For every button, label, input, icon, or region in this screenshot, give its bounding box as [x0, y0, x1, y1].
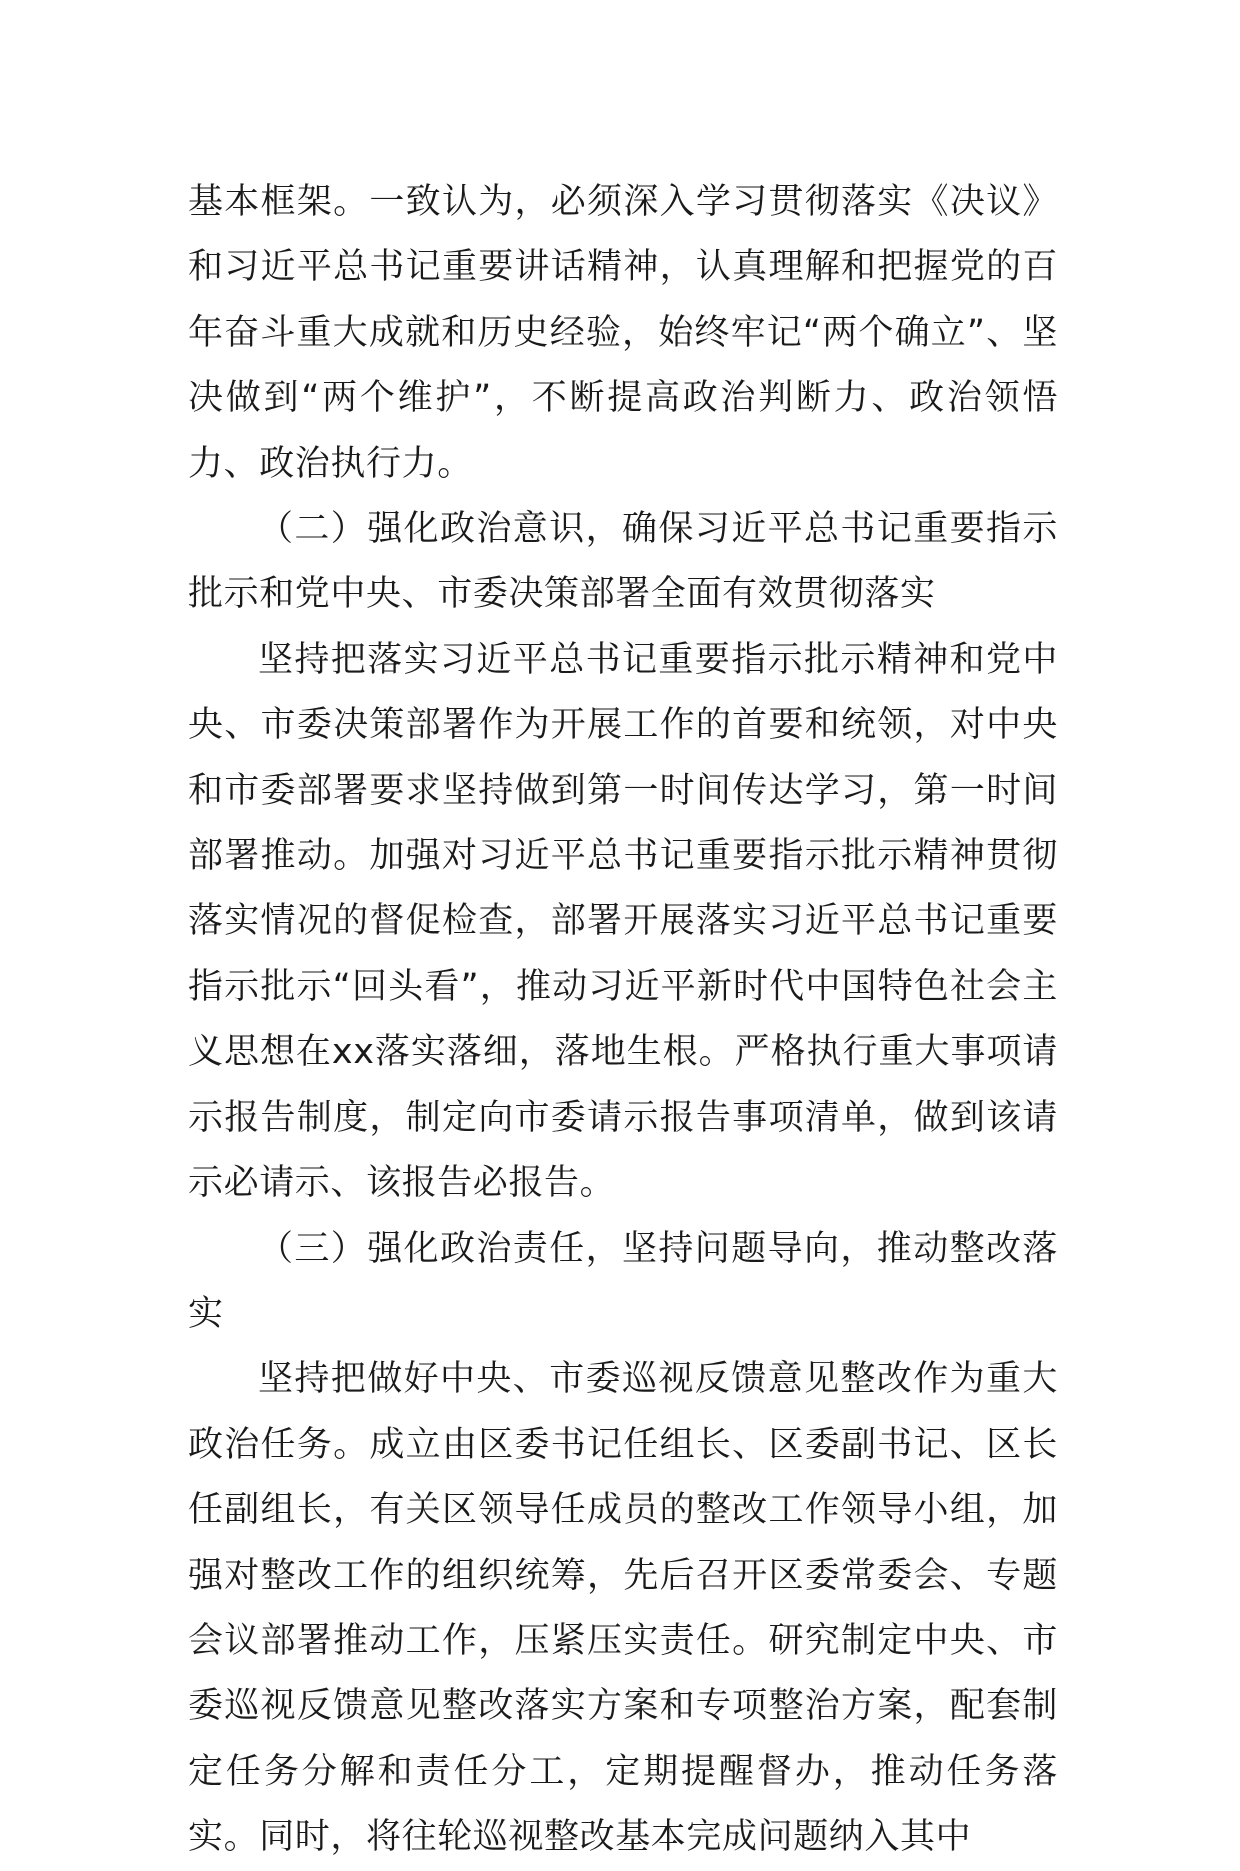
paragraph-body: 坚持把做好中央、市委巡视反馈意见整改作为重大政治任务。成立由区委书记任组长、区委副书记、区长任副组长，有关区领导任成员的整改工作领导小组，加强对整改工作的组织统筹，先后召开区委常委会、专题会议部署推动工作，压紧压实责任。研究制定中央、市委巡视反馈意见整改落实方案和专项整治方案，配套制定任务分解和责任分工，定期提醒督办，推动任务落实。同时，将往轮巡视整改基本完成问题纳入其中 — [188, 1359, 1058, 1858]
paragraph-continued: 基本框架。一致认为，必须深入学习贯彻落实《决议》和习近平总书记重要讲话精神，认真理解和把握党的百年奋斗重大成就和历史经验，始终牢记“两个确立”、坚决做到“两个维护”，不断提高政治判断力、政治领悟力、政治执行力。 — [188, 182, 1058, 484]
section-heading-3: （三）强化政治责任，坚持问题导向，推动整改落实 — [188, 1228, 1058, 1334]
section-heading-2: （二）强化政治意识，确保习近平总书记重要指示批示和党中央、市委决策部署全面有效贯彻落实 — [188, 509, 1058, 615]
document-body — [188, 170, 1058, 1871]
paragraph-body: 坚持把落实习近平总书记重要指示批示精神和党中央、市委决策部署作为开展工作的首要和统领，对中央和市委部署要求坚持做到第一时间传达学习，第一时间部署推动。加强对习近平总书记重要指示批示精神贯彻落实情况的督促检查，部署开展落实习近平总书记重要指示批示“回头看”，推动习近平新时代中国特色社会主义思想在xx落实落细，落地生根。严格执行重大事项请示报告制度，制定向市委请示报告事项清单，做到该请示必请示、该报告必报告。 — [188, 639, 1058, 1204]
